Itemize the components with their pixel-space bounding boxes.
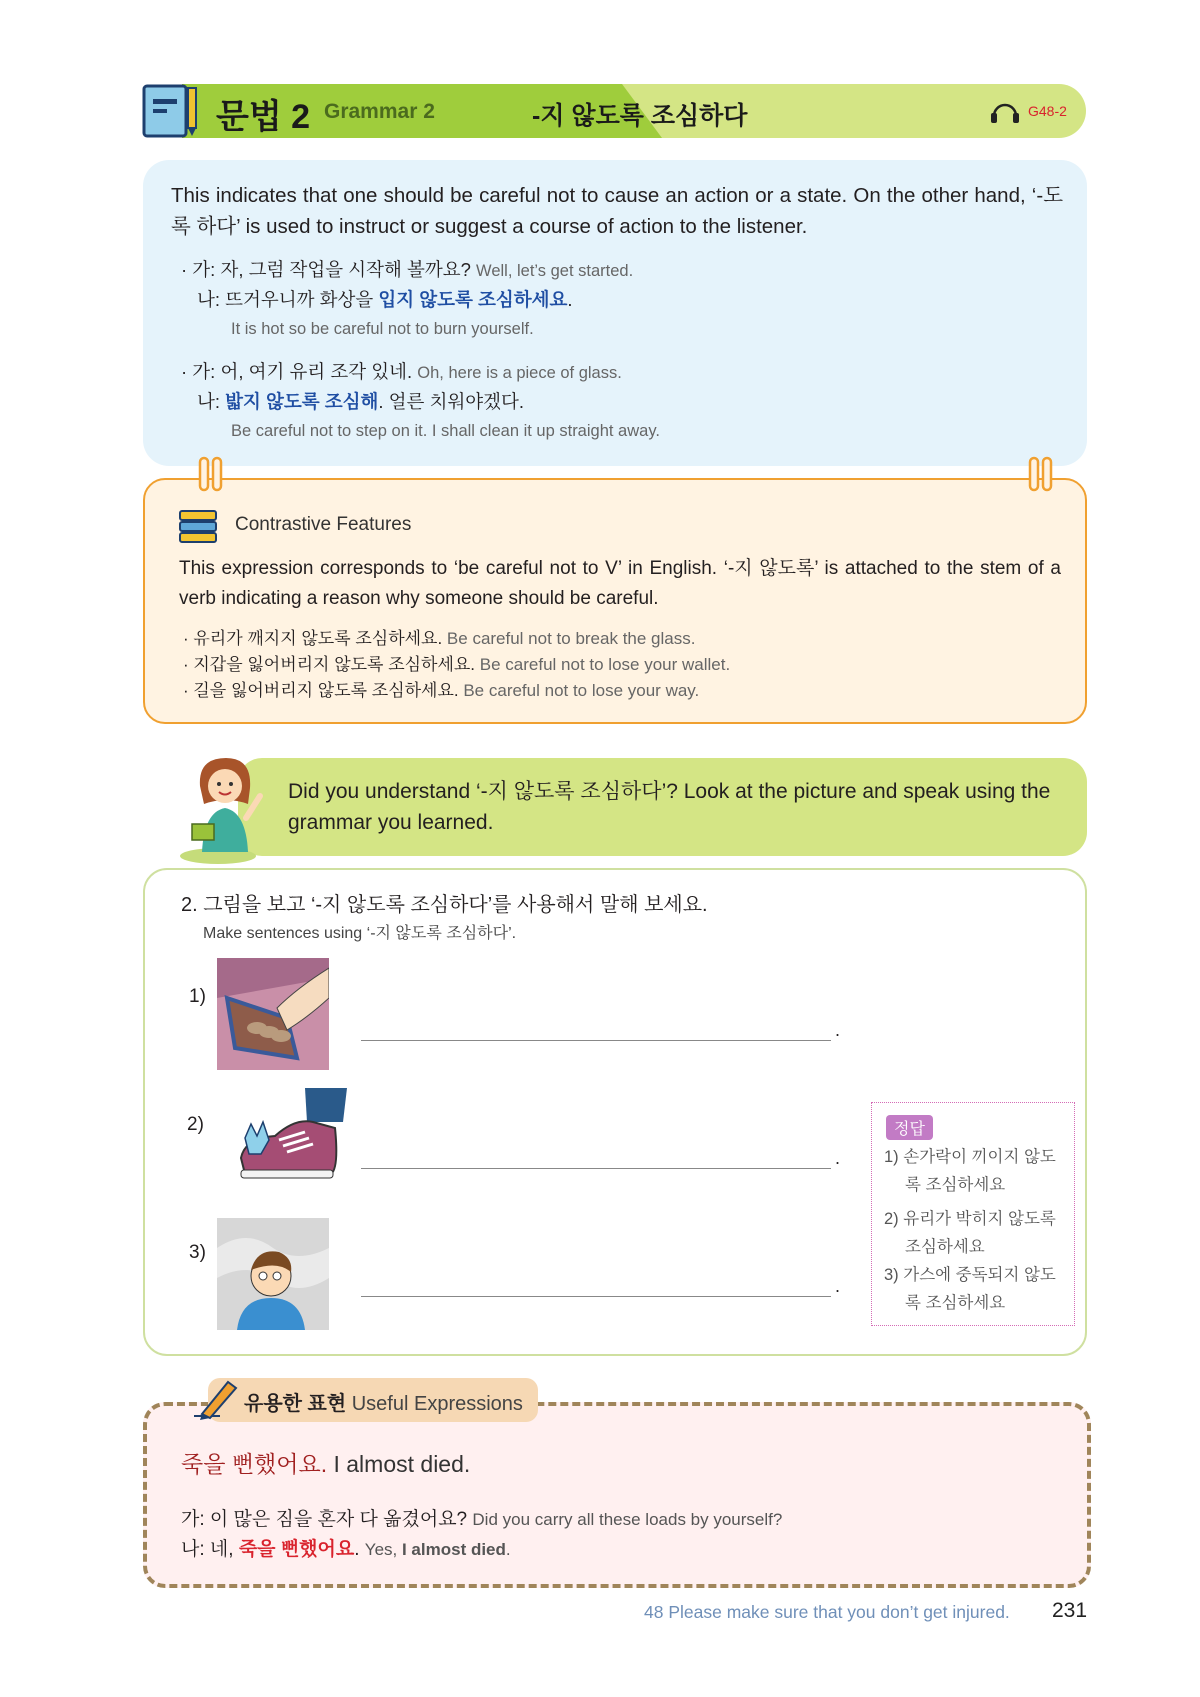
answer-line-2[interactable] (361, 1168, 831, 1169)
example-2-highlight: 밟지 않도록 조심해 (225, 391, 379, 412)
example-1-a: · 가: 자, 그럼 작업을 시작해 볼까요? Well, let’s get started. (181, 259, 634, 280)
answer-item: 2) 유리가 박히지 않도록 조심하세요 (884, 1210, 1056, 1256)
contrastive-example: · 유리가 깨지지 않도록 조심하세요. Be careful not to break the glass. (183, 629, 696, 648)
contrastive-example: · 길을 잃어버리지 않도록 조심하세요. Be careful not to lose your way. (183, 681, 700, 700)
grammar-title: -지 않도록 조심하다 (532, 102, 748, 130)
pen-icon (190, 1376, 240, 1422)
answer-item: 3) 가스에 중독되지 않도 록 조심하세요 (884, 1266, 1056, 1312)
stacked-books-icon (179, 510, 217, 544)
useful-main-expression: 죽을 뻔했어요. I almost died. (181, 1451, 471, 1477)
grammar-number: 문법 2 (216, 98, 311, 136)
contrastive-features-box (143, 478, 1087, 724)
grammar-label: Grammar 2 (324, 100, 435, 123)
footer-chapter-title: 48 Please make sure that you don’t get injured. (644, 1602, 1010, 1622)
headphones-icon[interactable] (990, 98, 1020, 124)
item-number: 3) (189, 1242, 206, 1263)
boy-in-gas-picture (217, 1218, 329, 1330)
example-1-highlight: 입지 않도록 조심하세요 (378, 289, 568, 310)
page-number: 231 (1052, 1599, 1088, 1622)
example-1-b: 나: 뜨거우니까 화상을 입지 않도록 조심하세요. (197, 289, 573, 310)
section-header (142, 84, 1086, 138)
answer-key-label: 정답 (886, 1115, 933, 1140)
speech-prompt-bubble (238, 758, 1087, 856)
item-number: 1) (189, 986, 206, 1007)
sentence-end: . (835, 1148, 841, 1168)
hand-in-drawer-picture (217, 958, 329, 1070)
example-2-translation: Be careful not to step on it. I shall clean it up straight away. (231, 422, 660, 440)
binder-ring-icon (1027, 456, 1055, 492)
audio-track-code[interactable]: G48-2 (1028, 103, 1067, 119)
exercise-subtitle: Make sentences using ‘-지 않도록 조심하다’. (203, 925, 517, 942)
answer-line-1[interactable] (361, 1040, 831, 1041)
explanation-text: This indicates that one should be careful not to cause an action or a state. On the other hand, ‘-도록 하다’ is used to instruct or suggest a course of action to the listener. (171, 184, 1063, 238)
useful-expressions-box (143, 1402, 1091, 1588)
answer-key-box (871, 1102, 1075, 1326)
useful-expressions-tab (208, 1378, 538, 1422)
answer-line-3[interactable] (361, 1296, 831, 1297)
item-number: 2) (187, 1114, 204, 1135)
teacher-illustration (178, 752, 288, 864)
example-2-b: 나: 밟지 않도록 조심해. 얼른 치워야겠다. (197, 391, 525, 412)
shoe-on-glass-picture (235, 1088, 347, 1200)
explanation-box (143, 160, 1087, 466)
exercise-question: 2. 그림을 보고 ‘-지 않도록 조심하다’를 사용해서 말해 보세요. (181, 894, 708, 916)
useful-tab-english: Useful Expressions (351, 1393, 523, 1415)
useful-tab-korean: 유용한 표현 (244, 1393, 347, 1415)
binder-ring-icon (197, 456, 225, 492)
answer-item: 1) 손가락이 끼이지 않도 록 조심하세요 (884, 1148, 1056, 1194)
exercise-box (143, 868, 1087, 1356)
example-2-a: · 가: 어, 여기 유리 조각 있네. Oh, here is a piece of glass. (181, 361, 622, 382)
book-icon (142, 84, 200, 138)
useful-dialogue-a: 가: 이 많은 짐을 혼자 다 옮겼어요? Did you carry all these loads by yourself? (181, 1509, 783, 1530)
contrastive-text: This expression corresponds to ‘be careful not to V’ in English. ‘-지 않도록’ is attached to the stem of a verb indicating a reason why someone should be careful. (179, 558, 1061, 609)
example-1-translation: It is hot so be careful not to burn yourself. (231, 320, 534, 338)
useful-dialogue-b: 나: 네, 죽을 뻔했어요. Yes, I almost died. (181, 1539, 511, 1560)
contrastive-title: Contrastive Features (235, 514, 412, 535)
sentence-end: . (835, 1276, 841, 1296)
sentence-end: . (835, 1020, 841, 1040)
contrastive-example: · 지갑을 잃어버리지 않도록 조심하세요. Be careful not to lose your wallet. (183, 655, 731, 674)
prompt-text: Did you understand ‘-지 않도록 조심하다’? Look at the picture and speak using the grammar you learned. (288, 780, 1051, 834)
